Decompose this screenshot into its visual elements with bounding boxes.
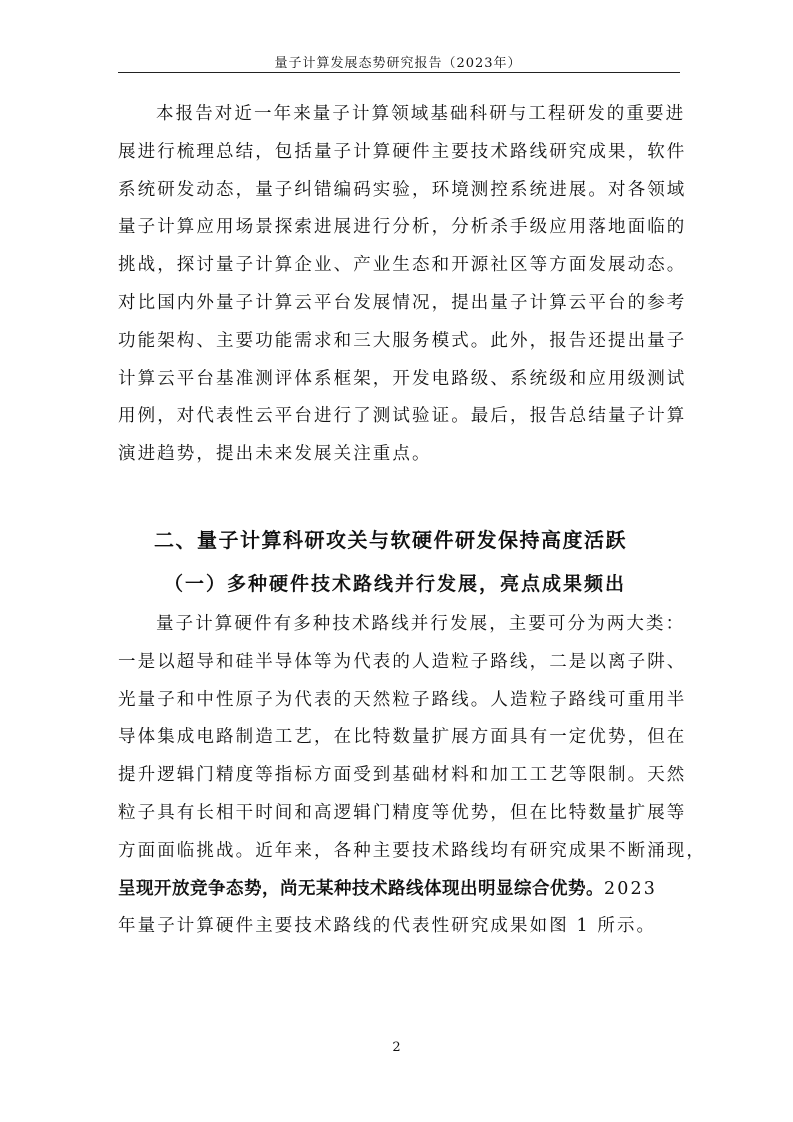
text-line: 本报告对近一年来量子计算领域基础科研与工程研发的重要进 [156, 104, 686, 124]
text-line: 提升逻辑门精度等指标方面受到基础材料和加工工艺等限制。天然 [118, 765, 687, 786]
text-line: 一是以超导和硅半导体等为代表的人造粒子路线，二是以离子阱、 [118, 651, 687, 672]
section-heading: 二、量子计算科研攻关与软硬件研发保持高度活跃 [154, 528, 627, 552]
page-number: 2 [392, 1040, 401, 1055]
text-line: 年量子计算硬件主要技术路线的代表性研究成果如图 1 所示。 [118, 916, 657, 937]
year-text: 2023 [604, 878, 657, 899]
text-line: 功能架构、主要功能需求和三大服务模式。此外，报告还提出量子 [118, 330, 687, 351]
text-line: 演进趋势，提出未来发展关注重点。 [118, 444, 432, 465]
text-line: 挑战，探讨量子计算企业、产业生态和开源社区等方面发展动态。 [118, 255, 687, 276]
text-line: 粒子具有长相干时间和高逻辑门精度等优势，但在比特数量扩展等 [118, 802, 687, 823]
text-line: 光量子和中性原子为代表的天然粒子路线。人造粒子路线可重用半 [118, 689, 687, 710]
text-line: 量子计算硬件有多种技术路线并行发展，主要可分为两大类： [156, 614, 686, 634]
running-header: 量子计算发展态势研究报告（2023年） [274, 56, 522, 71]
paragraph-intro [118, 96, 687, 474]
text-line: 方面面临挑战。近年来，各种主要技术路线均有研究成果不断涌现， [118, 840, 706, 861]
bold-statement: 呈现开放竞争态势，尚无某种技术路线体现出明显综合优势。 [118, 878, 604, 899]
text-line: 系统研发动态，量子纠错编码实验，环境测控系统进展。对各领域 [118, 179, 687, 200]
header-divider [118, 72, 680, 73]
text-line: 量子计算应用场景探索进展进行分析，分析杀手级应用落地面临的 [118, 217, 687, 238]
paragraph-hardware [118, 606, 706, 946]
subsection-heading: （一）多种硬件技术路线并行发展，亮点成果频出 [164, 573, 627, 595]
text-line-emphasis [118, 871, 680, 909]
text-line: 用例，对代表性云平台进行了测试验证。最后，报告总结量子计算 [118, 406, 687, 427]
text-line: 计算云平台基准测评体系框架，开发电路级、系统级和应用级测试 [118, 368, 687, 389]
text-line: 对比国内外量子计算云平台发展情况，提出量子计算云平台的参考 [118, 292, 687, 313]
text-line: 展进行梳理总结，包括量子计算硬件主要技术路线研究成果，软件 [118, 141, 687, 162]
text-line: 导体集成电路制造工艺，在比特数量扩展方面具有一定优势，但在 [118, 727, 687, 748]
